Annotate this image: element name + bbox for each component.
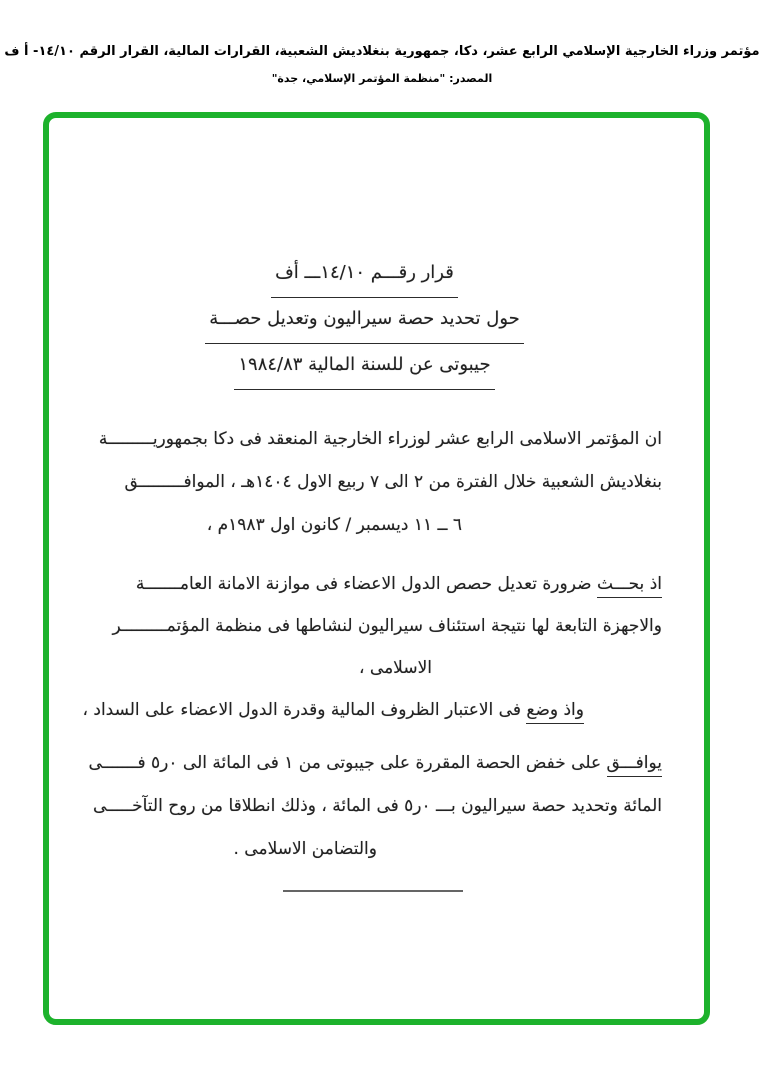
paragraph-taking-into-account <box>83 689 662 732</box>
paragraph-preamble <box>83 418 662 547</box>
document-line <box>83 742 662 785</box>
resolution-title <box>75 252 654 390</box>
document-line <box>83 647 662 689</box>
line-text: والاجهزة التابعة لها نتيجة استئناف سيراليون لنشاطها فى منظمة المؤتمـــــــــر <box>112 616 662 636</box>
line-text: الاسلامى ، <box>359 658 432 678</box>
document-line <box>83 461 662 504</box>
title-text: جيبوتى عن للسنة المالية ١٩٨٤/٨٣ <box>234 344 494 390</box>
closing-rule <box>283 890 463 892</box>
document-line <box>83 418 662 461</box>
title-line <box>75 298 654 344</box>
title-line <box>75 344 654 390</box>
title-text: قرار رقـــم ١٤/١٠ـــ أف <box>271 252 458 298</box>
underlined-text: اذ بحـــث <box>597 574 662 598</box>
citation-line: مؤتمر وزراء الخارجية الإسلامي الرابع عشر، دكا، جمهورية بنغلاديش الشعبية، القرارات المالية، القرار الرقم ١٤/١٠- أ ف <box>4 44 760 59</box>
line-text: على خفض الحصة المقررة على جيبوتى من ١ فى المائة الى ٠ر٥ فـــــــى <box>88 753 607 773</box>
paragraph-decision <box>83 742 662 871</box>
line-text: ٦ ــ ١١ ديسمبر / كانون اول ١٩٨٣م ، <box>206 515 462 535</box>
line-text: والتضامن الاسلامى . <box>233 839 377 859</box>
document-line <box>83 828 662 871</box>
paragraph-considering <box>83 563 662 689</box>
resolution-document <box>83 252 662 892</box>
line-text: بنغلاديش الشعبية خلال الفترة من ٢ الى ٧ ربيع الاول ١٤٠٤هـ ، الموافـــــــــق <box>124 472 662 492</box>
document-line <box>83 689 662 732</box>
document-line <box>83 504 662 547</box>
line-text: ان المؤتمر الاسلامى الرابع عشر لوزراء الخارجية المنعقد فى دكا بجمهوريـــــــــة <box>98 429 662 449</box>
document-line <box>83 785 662 828</box>
underlined-text: يوافـــق <box>607 753 662 777</box>
title-text: حول تحديد حصة سيراليون وتعديل حصـــة <box>205 298 524 344</box>
underlined-text: واذ وضع <box>526 700 584 724</box>
line-text: فى الاعتبار الظروف المالية وقدرة الدول الاعضاء على السداد ، <box>82 700 527 720</box>
line-text: ضرورة تعديل حصص الدول الاعضاء فى موازنة الامانة العامـــــــة <box>135 574 597 594</box>
document-line <box>83 563 662 605</box>
source-line: المصدر: "منظمة المؤتمر الإسلامي، جدة" <box>271 72 493 85</box>
document-line <box>83 605 662 647</box>
line-text: المائة وتحديد حصة سيراليون بـــ ٠ر٥ فى المائة ، وذلك انطلاقا من روح التآخـــــى <box>93 796 662 816</box>
title-line <box>75 252 654 298</box>
